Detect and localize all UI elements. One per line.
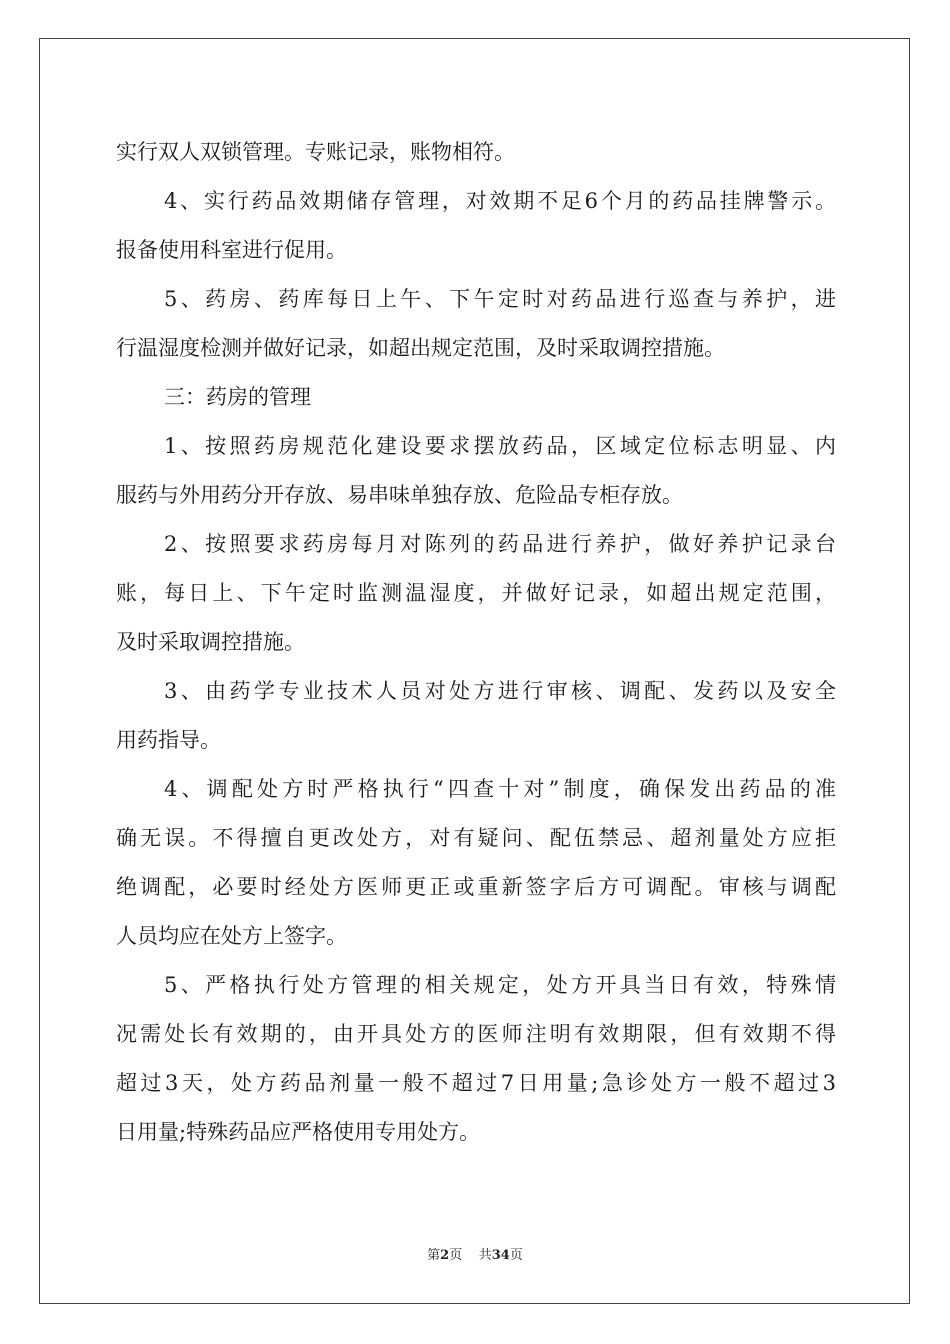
text-line: 服药与外用药分开存放、易串味单独存放、危险品专柜存放。	[116, 483, 683, 507]
total-prefix: 共	[478, 1248, 492, 1263]
text-line: 5、药房、药库每日上午、下午定时对药品进行巡查与养护，进	[164, 287, 836, 311]
text-line: 确无误。不得擅自更改处方，对有疑问、配伍禁忌、超剂量处方应拒	[116, 826, 836, 850]
text-line: 行温湿度检测并做好记录，如超出规定范围，及时采取调控措施。	[116, 336, 725, 360]
total-suffix: 页	[509, 1248, 523, 1263]
text-line: 账，每日上、下午定时监测温湿度，并做好记录，如超出规定范围，	[116, 581, 836, 605]
document-body	[116, 128, 836, 1157]
page-number: 2	[440, 1248, 450, 1263]
text-line: 人员均应在处方上签字。	[116, 924, 347, 948]
text-line: 况需处长有效期的，由开具处方的医师注明有效期限，但有效期不得	[116, 1022, 836, 1046]
text-line: 日用量;特殊药品应严格使用专用处方。	[116, 1120, 481, 1144]
text-line: 报备使用科室进行促用。	[116, 238, 347, 262]
text-line: 2、按照要求药房每月对陈列的药品进行养护，做好养护记录台	[164, 532, 836, 556]
text-line: 3、由药学专业技术人员对处方进行审核、调配、发药以及安全	[164, 679, 836, 703]
text-line: 用药指导。	[116, 728, 221, 752]
page-suffix: 页	[449, 1248, 463, 1263]
text-line: 三：药房的管理	[164, 385, 311, 409]
page-prefix: 第	[427, 1248, 441, 1263]
page-footer	[0, 1244, 950, 1263]
total-pages: 34	[491, 1248, 510, 1263]
text-line: 1、按照药房规范化建设要求摆放药品，区域定位标志明显、内	[164, 434, 836, 458]
text-line-list	[116, 128, 836, 1157]
text-line: 绝调配，必要时经处方医师更正或重新签字后方可调配。审核与调配	[116, 875, 836, 899]
text-line: 4、调配处方时严格执行“四查十对”制度，确保发出药品的准	[164, 777, 836, 801]
text-line: 及时采取调控措施。	[116, 630, 305, 654]
text-line: 4、实行药品效期储存管理，对效期不足6个月的药品挂牌警示。	[164, 189, 836, 213]
text-line: 超过3天，处方药品剂量一般不超过7日用量;急诊处方一般不超过3	[116, 1071, 836, 1095]
text-line: 5、严格执行处方管理的相关规定，处方开具当日有效，特殊情	[164, 973, 836, 997]
text-line: 实行双人双锁管理。专账记录，账物相符。	[116, 140, 515, 164]
